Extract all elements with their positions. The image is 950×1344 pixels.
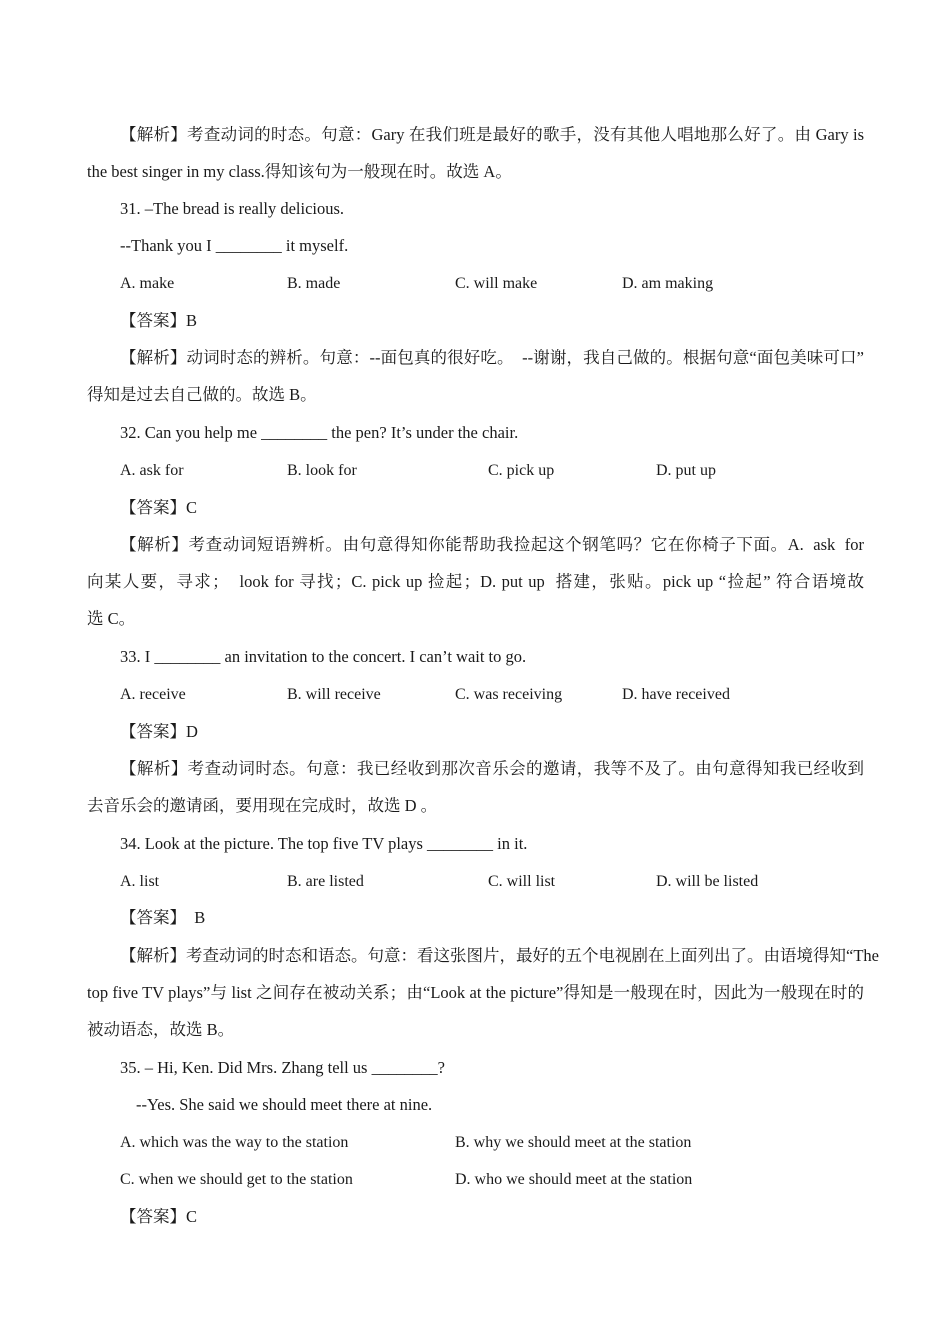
q32-analysis-line2: 向某人要，寻求； look for 寻找；C. pick up 捡起；D. put up 搭建，张贴。pick up “捡起” 符合语境故 [87, 572, 864, 591]
q31-answer: 【答案】B [120, 311, 198, 330]
q31-stem: 31. –The bread is really delicious. [120, 199, 345, 218]
q32-analysis-line1: 【解析】考查动词短语辨析。由句意得知你能帮助我捡起这个钢笔吗？它在你椅子下面。A. ask for [120, 535, 864, 554]
q35-option-a: A. which was the way to the station [120, 1134, 349, 1151]
q33-analysis-line2: 去音乐会的邀请函，要用现在完成时，故选 D 。 [87, 796, 438, 815]
q33-option-b: B. will receive [287, 686, 381, 703]
q31-option-a: A. make [120, 275, 175, 292]
q34-analysis-line2: top five TV plays”与 list 之间存在被动关系；由“Look at the picture”得知是一般现在时，因此为一般现在时的 [87, 983, 864, 1002]
q34-option-b: B. are listed [287, 873, 364, 890]
q31-option-d: D. am making [622, 275, 714, 292]
q31-analysis-line2: 得知是过去自己做的。故选 B。 [87, 385, 317, 404]
q35-stem: 35. – Hi, Ken. Did Mrs. Zhang tell us ________? [120, 1058, 445, 1077]
q31-stem-reply: --Thank you I ________ it myself. [120, 236, 349, 255]
q34-option-d: D. will be listed [656, 873, 759, 890]
q32-option-a: A. ask for [120, 462, 184, 479]
q32-option-c: C. pick up [488, 462, 555, 479]
q31-option-b: B. made [287, 275, 341, 292]
q33-stem: 33. I ________ an invitation to the concert. I can’t wait to go. [120, 647, 527, 666]
q34-analysis-line3: 被动语态，故选 B。 [87, 1020, 235, 1039]
q34-option-a: A. list [120, 873, 160, 890]
q30-analysis-line1: 【解析】考查动词的时态。句意：Gary 在我们班是最好的歌手，没有其他人唱地那么好了。由 Gary is [120, 125, 864, 144]
q33-option-d: D. have received [622, 686, 730, 703]
q34-stem: 34. Look at the picture. The top five TV plays ________ in it. [120, 834, 528, 853]
q34-option-c: C. will list [488, 873, 556, 890]
q34-answer: 【答案】 B [120, 908, 206, 927]
q32-answer: 【答案】C [120, 498, 198, 517]
q35-stem-reply: --Yes. She said we should meet there at nine. [136, 1095, 433, 1114]
q31-analysis-line1: 【解析】动词时态的辨析。句意：--面包真的很好吃。 --谢谢，我自己做的。根据句意“面包美味可口” [120, 348, 864, 367]
q35-option-d: D. who we should meet at the station [455, 1171, 693, 1188]
q32-option-d: D. put up [656, 462, 716, 479]
q35-answer: 【答案】C [120, 1207, 198, 1226]
q32-option-b: B. look for [287, 462, 357, 479]
q30-analysis-line2: the best singer in my class.得知该句为一般现在时。故选 A。 [87, 162, 512, 181]
q32-analysis-line3: 选 C。 [87, 609, 136, 628]
q35-option-b: B. why we should meet at the station [455, 1134, 692, 1151]
q35-option-c: C. when we should get to the station [120, 1171, 353, 1188]
q33-option-a: A. receive [120, 686, 186, 703]
q33-analysis-line1: 【解析】考查动词时态。句意：我已经收到那次音乐会的邀请，我等不及了。由句意得知我已经收到 [120, 759, 864, 778]
q33-option-c: C. was receiving [455, 686, 563, 703]
q34-analysis-line1: 【解析】考查动词的时态和语态。句意：看这张图片，最好的五个电视剧在上面列出了。由语境得知“The [120, 946, 879, 965]
q31-option-c: C. will make [455, 275, 538, 292]
q33-answer: 【答案】D [120, 722, 198, 741]
q32-stem: 32. Can you help me ________ the pen? It’s under the chair. [120, 423, 519, 442]
